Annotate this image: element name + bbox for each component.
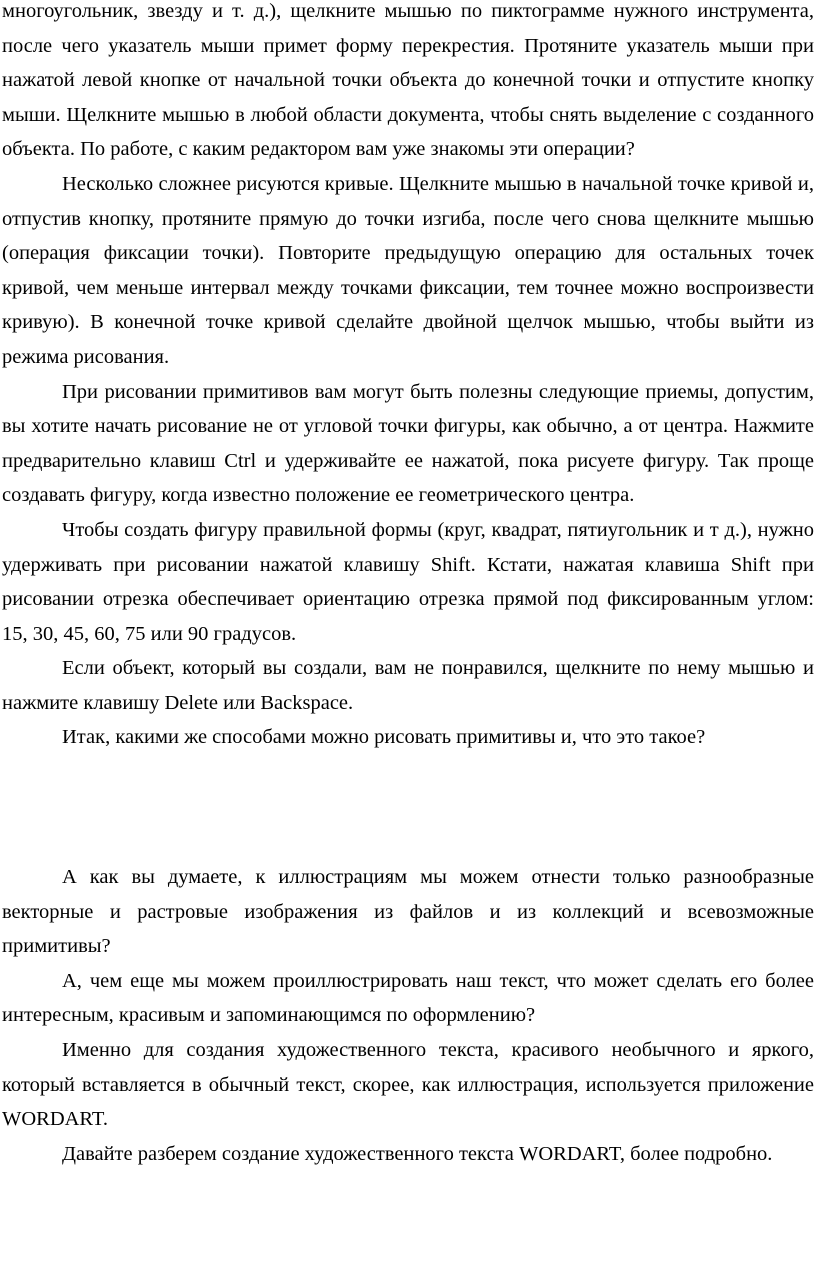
paragraph-illustrations-question: А как вы думаете, к иллюстрациям мы можем отнести только разнообразные векторные и растровые изображения из файлов и из коллекций и всевозможные примитивы?	[2, 866, 814, 958]
paragraph-wordart-purpose: Именно для создания художественного текста, красивого необычного и яркого, который вставляется в обычный текст, скорее, как иллюстрация, используется приложение WORDART.	[2, 1039, 814, 1131]
paragraph-shift-key: Чтобы создать фигуру правильной формы (круг, квадрат, пятиугольник и т д.), нужно удерживать при рисовании нажатой клавишу Shift. Кстати, нажатая клавиша Shift при рисовании отрезка обеспечивает ориентацию отрезка прямой под фиксированным углом: 15, 30, 45, 60, 75 или 90 градусов.	[2, 518, 814, 645]
paragraph-delete-object: Если объект, который вы создали, вам не понравился, щелкните по нему мышью и нажмите клавишу Delete или Backspace.	[2, 657, 814, 714]
paragraph-ctrl-key: При рисовании примитивов вам могут быть полезны следующие приемы, допустим, вы хотите начать рисование не от угловой точки фигуры, как обычно, а от центра. Нажмите предварительно клавиш Ctrl и удерживайте ее нажатой, пока рисуете фигуру. Так проще создавать фигуру, когда известно положение ее геометрического центра.	[2, 380, 814, 507]
blank-gap	[2, 755, 814, 860]
document-body	[2, 0, 814, 1171]
paragraph-illustrate-text: А, чем еще мы можем проиллюстрировать наш текст, что может сделать его более интересным, красивым и запоминающимся по оформлению?	[2, 969, 814, 1027]
paragraph-curves: Несколько сложнее рисуются кривые. Щелкните мышью в начальной точке кривой и, отпустив кнопку, протяните прямую до точки изгиба, после чего снова щелкните мышью (операция фиксации точки). Повторите предыдущую операцию для остальных точек кривой, чем меньше интервал между точками фиксации, тем точнее можно воспроизвести кривую). В конечной точке кривой сделайте двойной щелчок мышью, чтобы выйти из режима рисования.	[2, 172, 814, 368]
paragraph-question-primitives: Итак, какими же способами можно рисовать примитивы и, что это такое?	[62, 726, 706, 749]
paragraph-wordart-details: Давайте разберем создание художественного текста WORDART, более подробно.	[62, 1142, 773, 1165]
paragraph-continuation: многоугольник, звезду и т. д.), щелкните мышью по пиктограмме нужного инструмента, после чего указатель мыши примет форму перекрестия. Протяните указатель мыши при нажатой левой кнопке от начальной точки объекта до конечной точки и отпустите кнопку мыши. Щелкните мышью в любой области документа, чтобы снять выделение с созданного объекта. По работе, с каким редактором вам уже знакомы эти операции?	[2, 0, 814, 161]
